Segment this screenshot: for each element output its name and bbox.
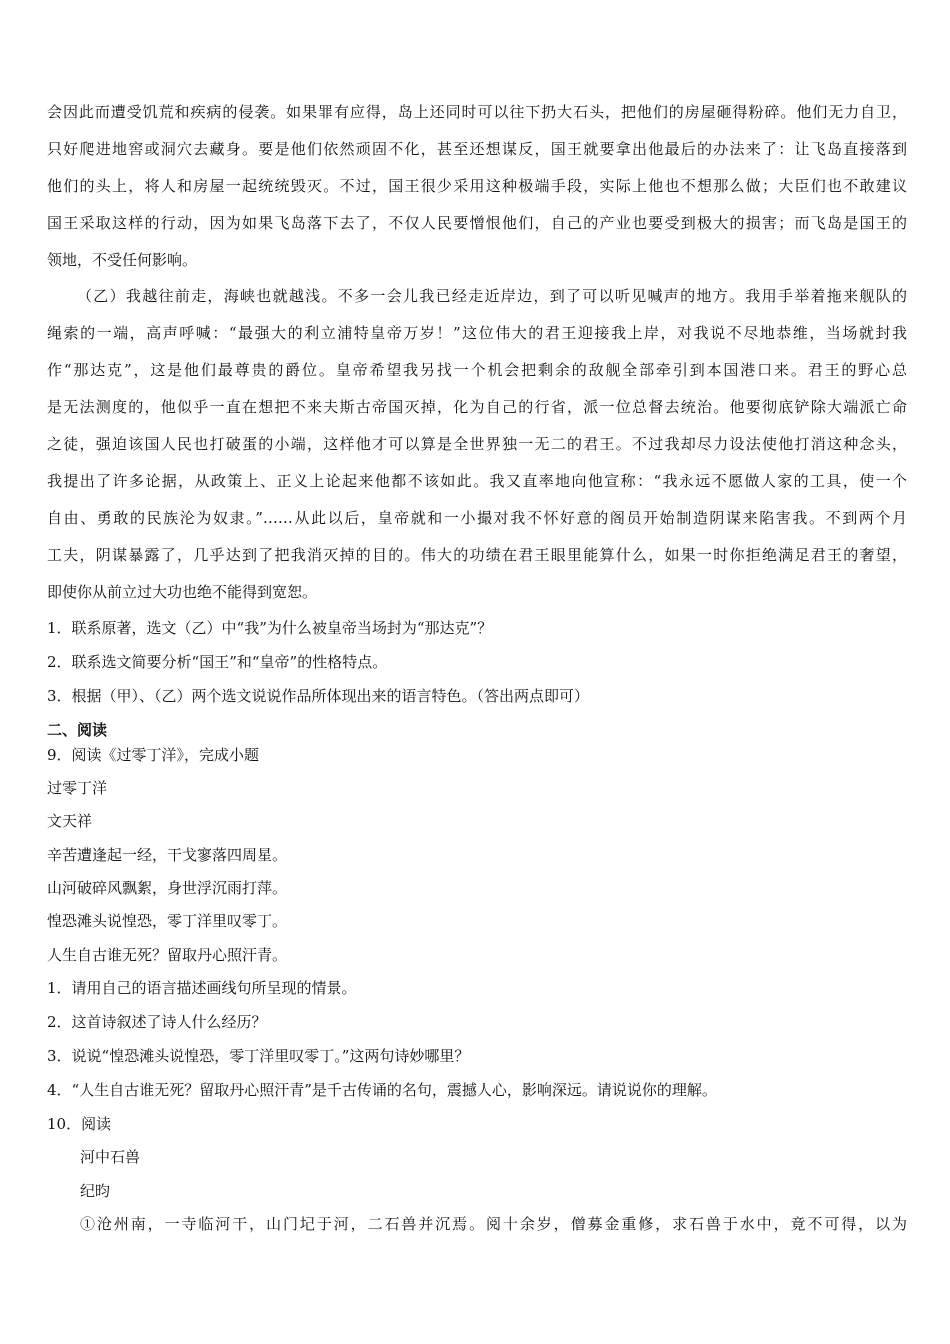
passage-b-line-3: 作“那达克”，这是他们最尊贵的爵位。皇帝希望我另找一个机会把剩余的敌舰全部牵引到本国港口来。君王的野心总 [47, 361, 907, 379]
passage-a-line-5: 领地，不受任何影响。 [47, 251, 198, 269]
q10-first-line: ①沧州南，一寺临河干，山门圮于河，二石兽并沉焉。阅十余岁，僧募金重修，求石兽于水中，竟不可得，以为 [80, 1215, 907, 1233]
passage-b-line-6: 我提出了许多论据，从政策上、正义上论起来他都不该如此。我又直率地向他宣称：“我永远不愿做人家的工具，使一个 [47, 472, 907, 490]
q9-question-3: 3．说说“惶恐滩头说惶恐，零丁洋里叹零丁。”这两句诗妙哪里？ [47, 1047, 470, 1065]
passage-a-line-1: 会因此而遭受饥荒和疾病的侵袭。如果罪有应得，岛上还同时可以往下扔大石头，把他们的房屋砸得粉碎。他们无力自卫， [47, 103, 907, 121]
q9-poem-line-3: 惶恐滩头说惶恐，零丁洋里叹零丁。 [47, 912, 288, 930]
q9-question-4: 4．“人生自古谁无死？留取丹心照汗青”是千古传诵的名句，震撼人心，影响深远。请说说你的理解。 [47, 1081, 717, 1099]
q9-poem-author: 文天祥 [47, 812, 93, 830]
question-8-2: 2．联系选文简要分析“国王”和“皇帝”的性格特点。 [47, 653, 388, 671]
passage-b-line-4: 是无法测度的，他似乎一直在想把不来夫斯古帝国灭掉，化为自己的行省，派一位总督去统治。他要彻底铲除大端派亡命 [47, 398, 907, 416]
passage-b-line-9: 即使你从前立过大功也绝不能得到宽恕。 [47, 583, 318, 601]
passage-b-line-2: 绳索的一端，高声呼喊：“最强大的利立浦特皇帝万岁！”这位伟大的君王迎接我上岸，对我说不尽地恭维，当场就封我 [47, 324, 907, 342]
passage-a-line-2: 只好爬进地窖或洞穴去藏身。要是他们依然顽固不化，甚至还想谋反，国王就要拿出他最后的办法来了：让飞岛直接落到 [47, 140, 907, 158]
passage-b-line-8: 工夫，阴谋暴露了，几乎达到了把我消灭掉的目的。伟大的功绩在君王眼里能算什么，如果一时你拒绝满足君王的奢望， [47, 546, 907, 564]
q9-poem-line-1: 辛苦遭逢起一经，干戈寥落四周星。 [47, 846, 288, 864]
passage-b-line-1: （乙）我越往前走，海峡也就越浅。不多一会儿我已经走近岸边，到了可以听见喊声的地方。我用手举着拖来舰队的 [77, 287, 907, 305]
q9-poem-line-2: 山河破碎风飘絮，身世浮沉雨打萍。 [47, 879, 288, 897]
question-8-1: 1．联系原著，选文（乙）中“我”为什么被皇帝当场封为“那达克”？ [47, 619, 493, 637]
q9-prompt: 9．阅读《过零丁洋》，完成小题 [47, 746, 260, 764]
passage-a-line-3: 他们的头上，将人和房屋一起统统毁灭。不过，国王很少采用这种极端手段，实际上他也不想那么做；大臣们也不敢建议 [47, 177, 907, 195]
q9-question-1: 1．请用自己的语言描述画线句所呈现的情景。 [47, 979, 357, 997]
q9-poem-line-4: 人生自古谁无死？留取丹心照汗青。 [47, 946, 288, 964]
question-8-3: 3．根据（甲）、（乙）两个选文说说作品所体现出来的语言特色。（答出两点即可） [47, 687, 590, 705]
passage-b-line-5: 之徒，强迫该国人民也打破蛋的小端，这样他才可以算是全世界独一无二的君王。不过我却尽力设法使他打消这种念头， [47, 435, 907, 453]
q9-question-2: 2．这首诗叙述了诗人什么经历？ [47, 1013, 267, 1031]
q10-prompt: 10．阅读 [47, 1115, 112, 1133]
q10-title: 河中石兽 [80, 1148, 141, 1166]
q9-poem-title: 过零丁洋 [47, 779, 108, 797]
passage-b-line-7: 自由、勇敢的民族沦为奴隶。”……从此以后，皇帝就和一小撮对我不怀好意的阁员开始制造阴谋来陷害我。不到两个月 [47, 509, 907, 527]
passage-a-line-4: 国王采取这样的行动，因为如果飞岛落下去了，不仅人民要憎恨他们，自己的产业也要受到极大的损害；而飞岛是国王的 [47, 214, 907, 232]
section-heading: 二、阅读 [47, 721, 108, 739]
q10-author: 纪昀 [80, 1182, 111, 1200]
